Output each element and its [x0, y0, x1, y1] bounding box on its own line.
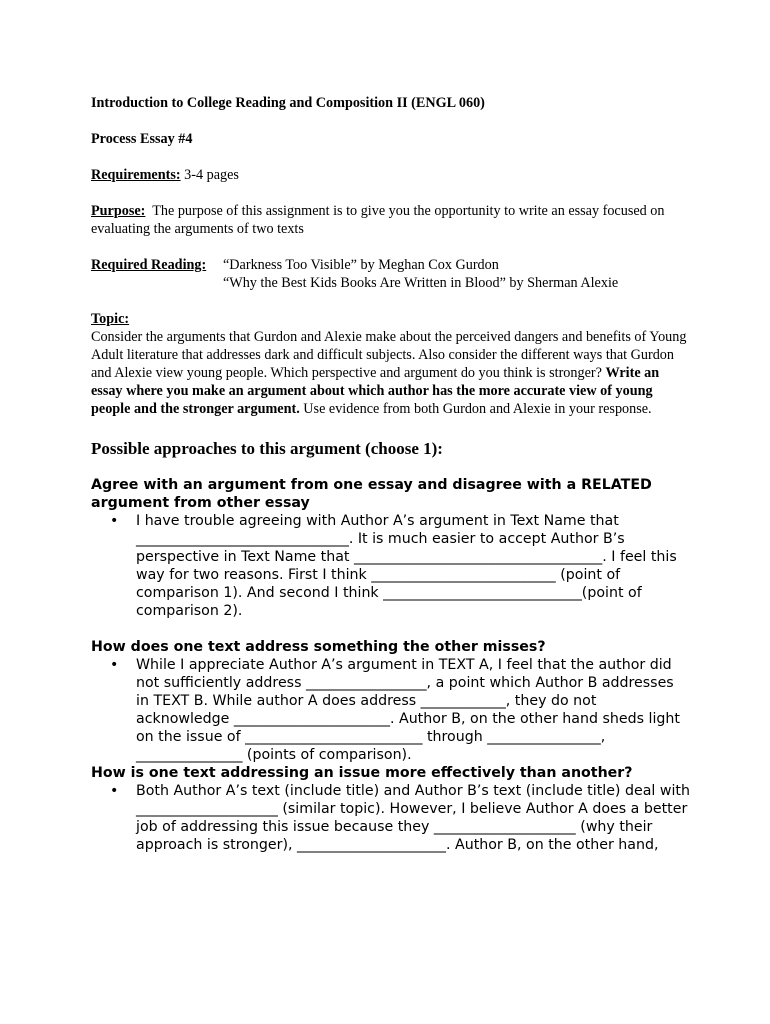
required-reading-label: Required Reading:: [91, 257, 207, 273]
requirements-line: [91, 166, 691, 184]
approach-section-1: [91, 476, 691, 620]
bullet-icon: •: [110, 513, 119, 529]
section-heading: How is one text addressing an issue more effectively than another?: [91, 765, 633, 781]
required-reading: [91, 256, 691, 292]
purpose-paragraph: [91, 202, 691, 238]
course-title: Introduction to College Reading and Composition II (ENGL 060): [91, 95, 485, 111]
approaches-heading: Possible approaches to this argument (choose 1):: [91, 439, 443, 458]
approach-section-3: [91, 764, 691, 854]
bullet-icon: •: [110, 657, 119, 673]
section-heading: How does one text address something the other misses?: [91, 639, 546, 655]
list-item: [91, 782, 691, 854]
topic-text-end: Use evidence from both Gurdon and Alexie in your response.: [303, 401, 652, 417]
bullet-text: Both Author A’s text (include title) and Author B’s text (include title) deal with ____________________ (similar topic). However, I believe Author A does a better job of addressing this issue because they ____________________ (why their approach is stronger), _____________________. Author B, on the other hand,: [136, 783, 690, 853]
list-item: [91, 656, 691, 764]
topic-text-bold: Write an essay where you make an argument about which author has the more accurate view of young people and the stronger argument.: [91, 365, 660, 417]
bullet-text: While I appreciate Author A’s argument in TEXT A, I feel that the author did not sufficiently address _________________, a point which Author B addresses in TEXT B. While author A does address ____________, they do not acknowledge ______________________. Author B, on the other hand sheds light on the issue of _________________________ through ________________, _______________ (points of comparison).: [136, 657, 680, 763]
topic-text-plain: Consider the arguments that Gurdon and Alexie make about the perceived dangers and benefits of Young Adult literature that addresses dark and difficult subjects. Also consider the different ways that Gurdon and Alexie view young people. Which perspective and argument do you think is stronger?: [91, 329, 687, 381]
topic-block: [91, 310, 691, 418]
purpose-text: The purpose of this assignment is to give you the opportunity to write an essay focused on evaluating the arguments of two texts: [91, 203, 665, 237]
bullet-text: I have trouble agreeing with Author A’s argument in Text Name that ______________________________. It is much easier to accept Author B’s perspective in Text Name that ___________________________________. I feel this way for two reasons. First I think __________________________ (point of comparison 1). And second I think ____________________________(point of comparison 2).: [136, 513, 677, 619]
purpose-label: Purpose:: [91, 203, 146, 219]
topic-text: [91, 328, 691, 418]
list-item: [91, 512, 691, 620]
reading-item: “Darkness Too Visible” by Meghan Cox Gurdon: [223, 257, 499, 273]
required-reading-list: [223, 256, 618, 292]
reading-item: “Why the Best Kids Books Are Written in Blood” by Sherman Alexie: [223, 275, 619, 291]
topic-label: Topic:: [91, 311, 130, 327]
section-heading: Agree with an argument from one essay and disagree with a RELATED argument from other essay: [91, 477, 652, 511]
requirements-value: 3-4 pages: [184, 167, 239, 183]
essay-title: Process Essay #4: [91, 131, 193, 147]
bullet-icon: •: [110, 783, 119, 799]
requirements-label: Requirements:: [91, 167, 181, 183]
document-page: [91, 94, 691, 854]
approach-section-2: [91, 638, 691, 764]
